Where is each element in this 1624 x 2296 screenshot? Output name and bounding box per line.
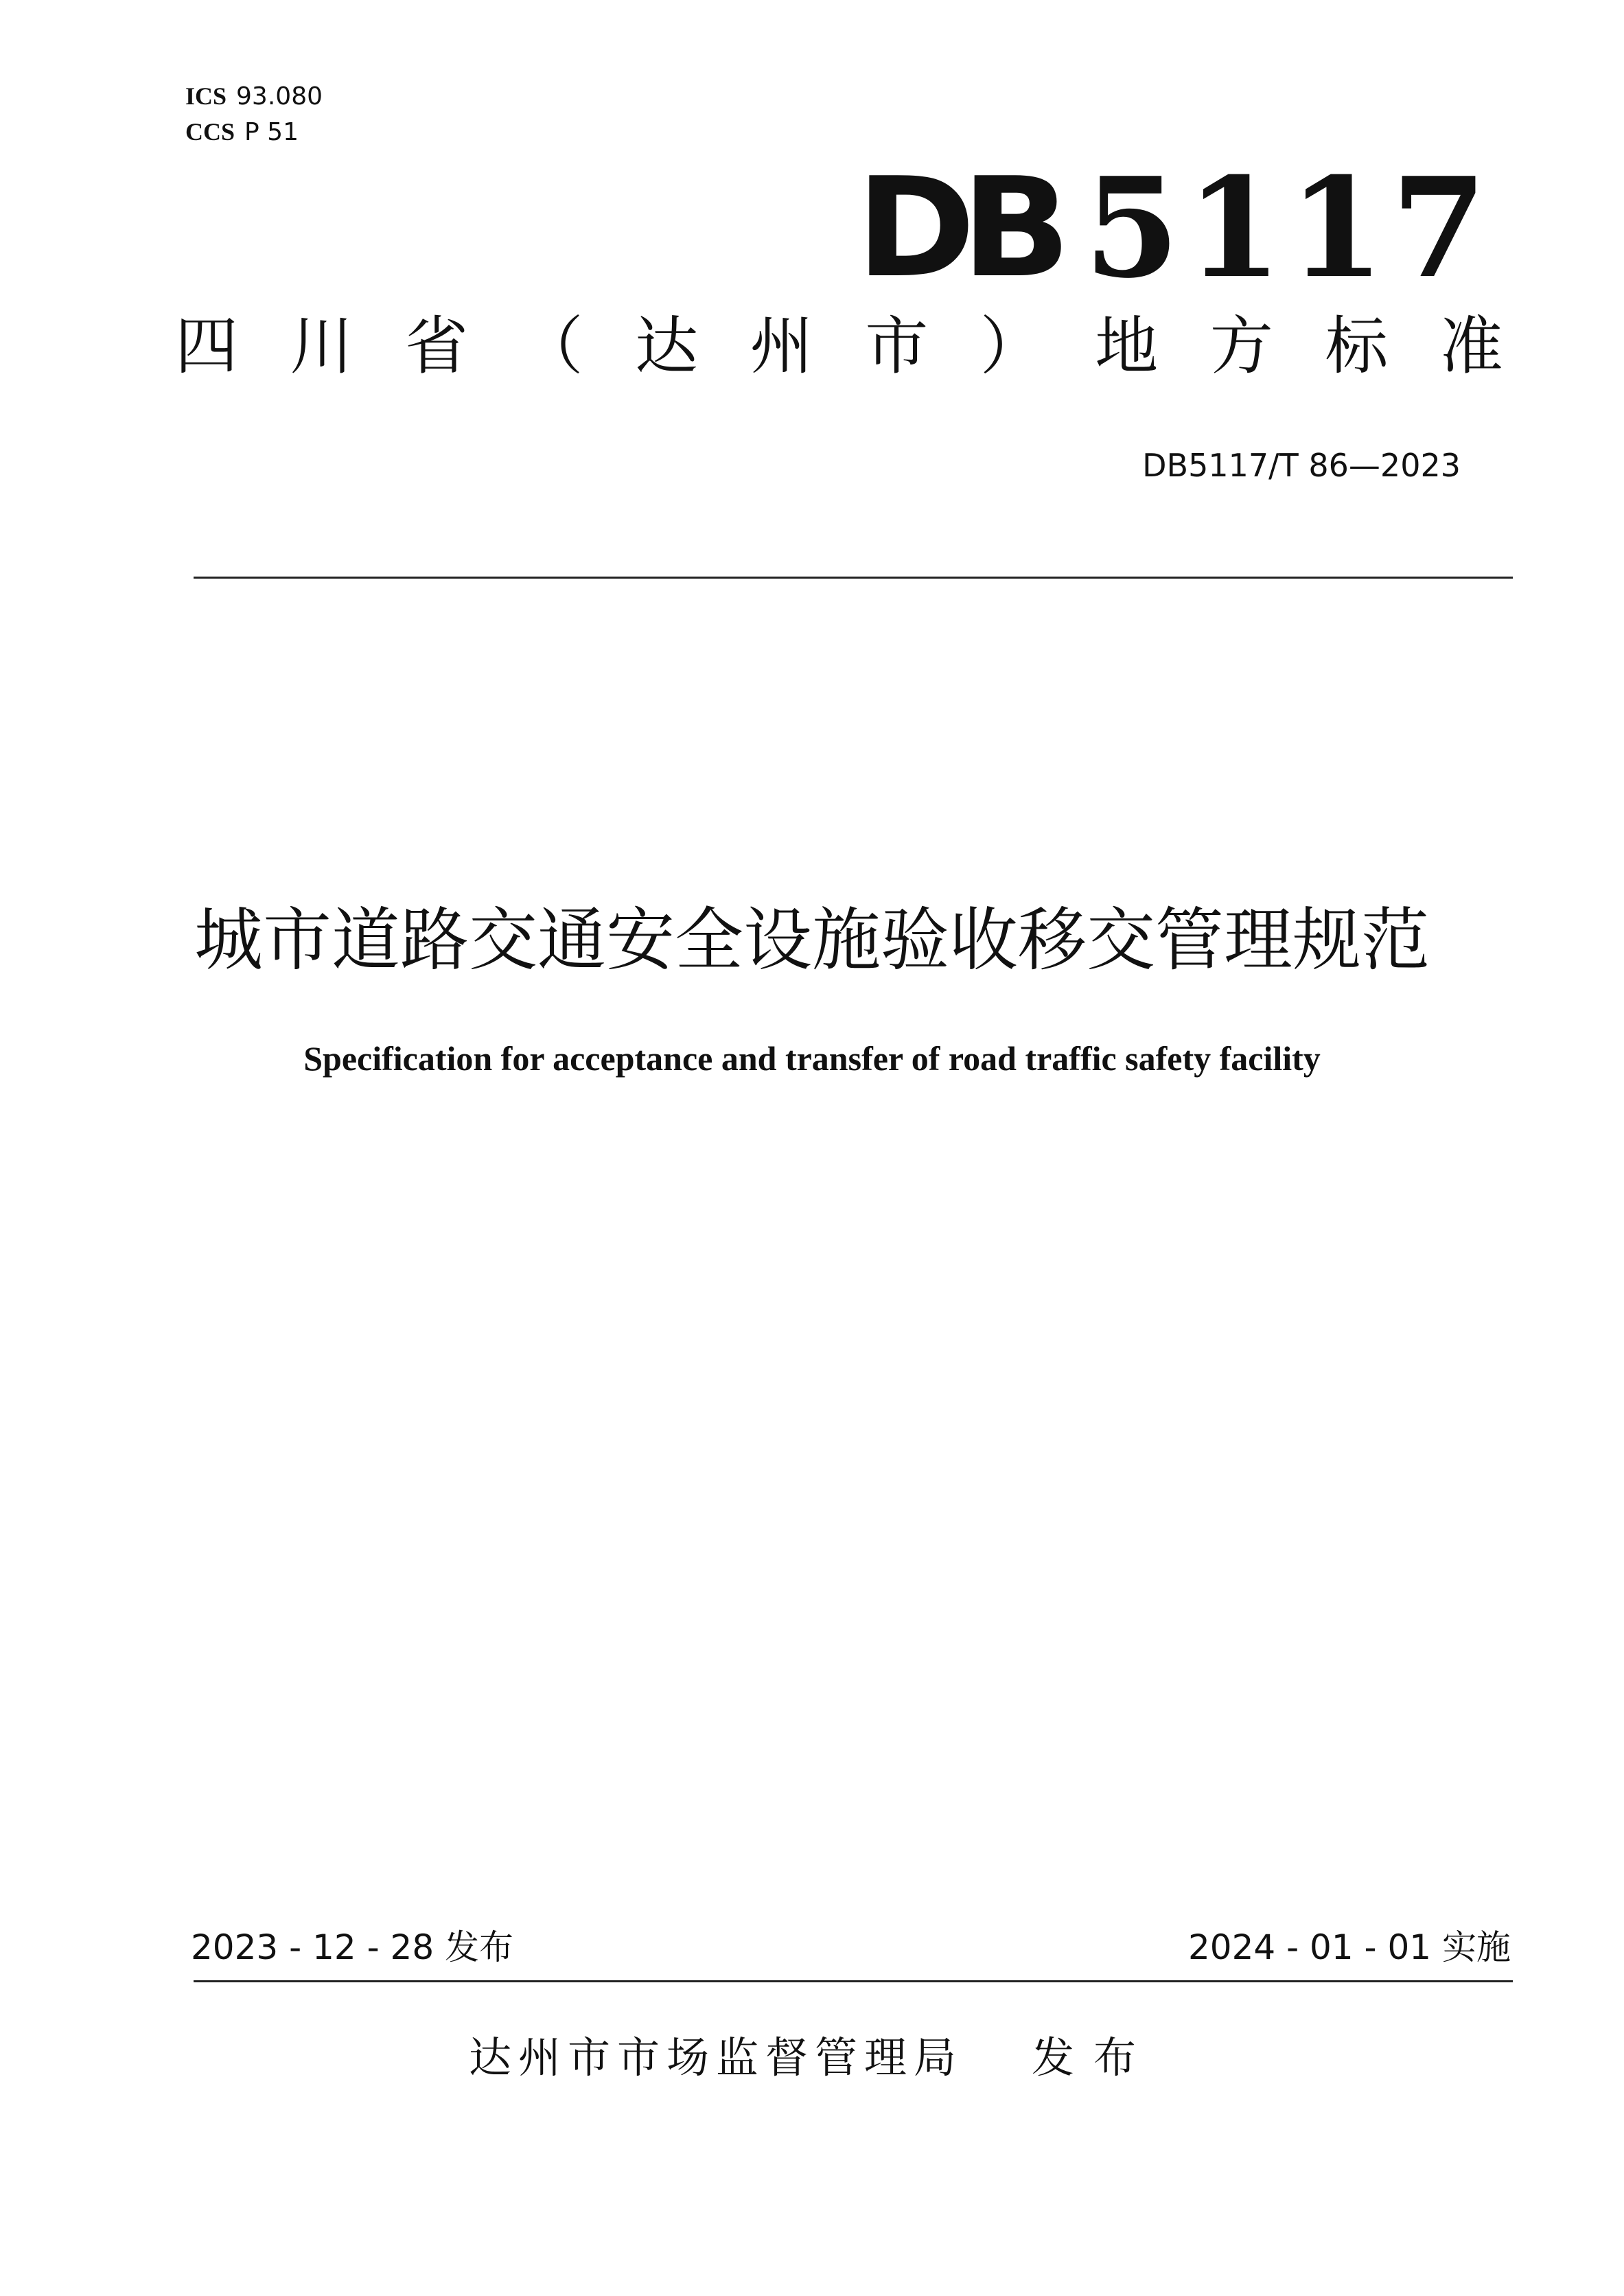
bottom-divider [194,1980,1513,1982]
standard-level-char: ） [979,310,1043,383]
ccs-code [185,117,299,148]
standard-number: DB5117/T 86—2023 [1142,447,1461,484]
standard-level-char: 达 [635,310,699,383]
issuer-line [0,2030,1624,2085]
ics-value: 93.080 [236,82,323,111]
standard-level-char: 市 [865,310,929,383]
standard-level-char: 准 [1439,310,1503,383]
db-standard-mark [855,148,1494,309]
title-english: Specification for acceptance and transfer of road traffic safety facility [303,1039,1321,1078]
standard-level-char: 方 [1209,310,1273,383]
ics-label: ICS [185,82,227,110]
ics-code [185,81,323,112]
standard-level-char: （ [520,310,583,383]
ccs-value: P 51 [244,118,299,146]
standard-level-char: 川 [290,310,353,383]
standard-level-char: 州 [750,310,813,383]
issue-date: 2023 - 12 - 28 发布 [191,1927,514,1967]
standard-level-char: 标 [1325,310,1389,383]
title-chinese: 城市道路交通安全设施验收移交管理规范 [194,900,1430,980]
db-letters: DB [855,148,1057,308]
standard-level-title [175,309,1503,384]
standard-level-char: 四 [175,310,239,383]
implementation-date: 2024 - 01 - 01 实施 [1187,1927,1511,1967]
top-divider [194,577,1513,579]
standard-level-char: 省 [405,310,469,383]
standard-level-char: 地 [1095,310,1159,383]
ccs-label: CCS [185,118,235,146]
issuer-action: 发布 [1032,2032,1156,2083]
issuer-name: 达州市市场监督管理局 [468,2032,963,2083]
db-region-number: 5117 [1084,148,1494,309]
